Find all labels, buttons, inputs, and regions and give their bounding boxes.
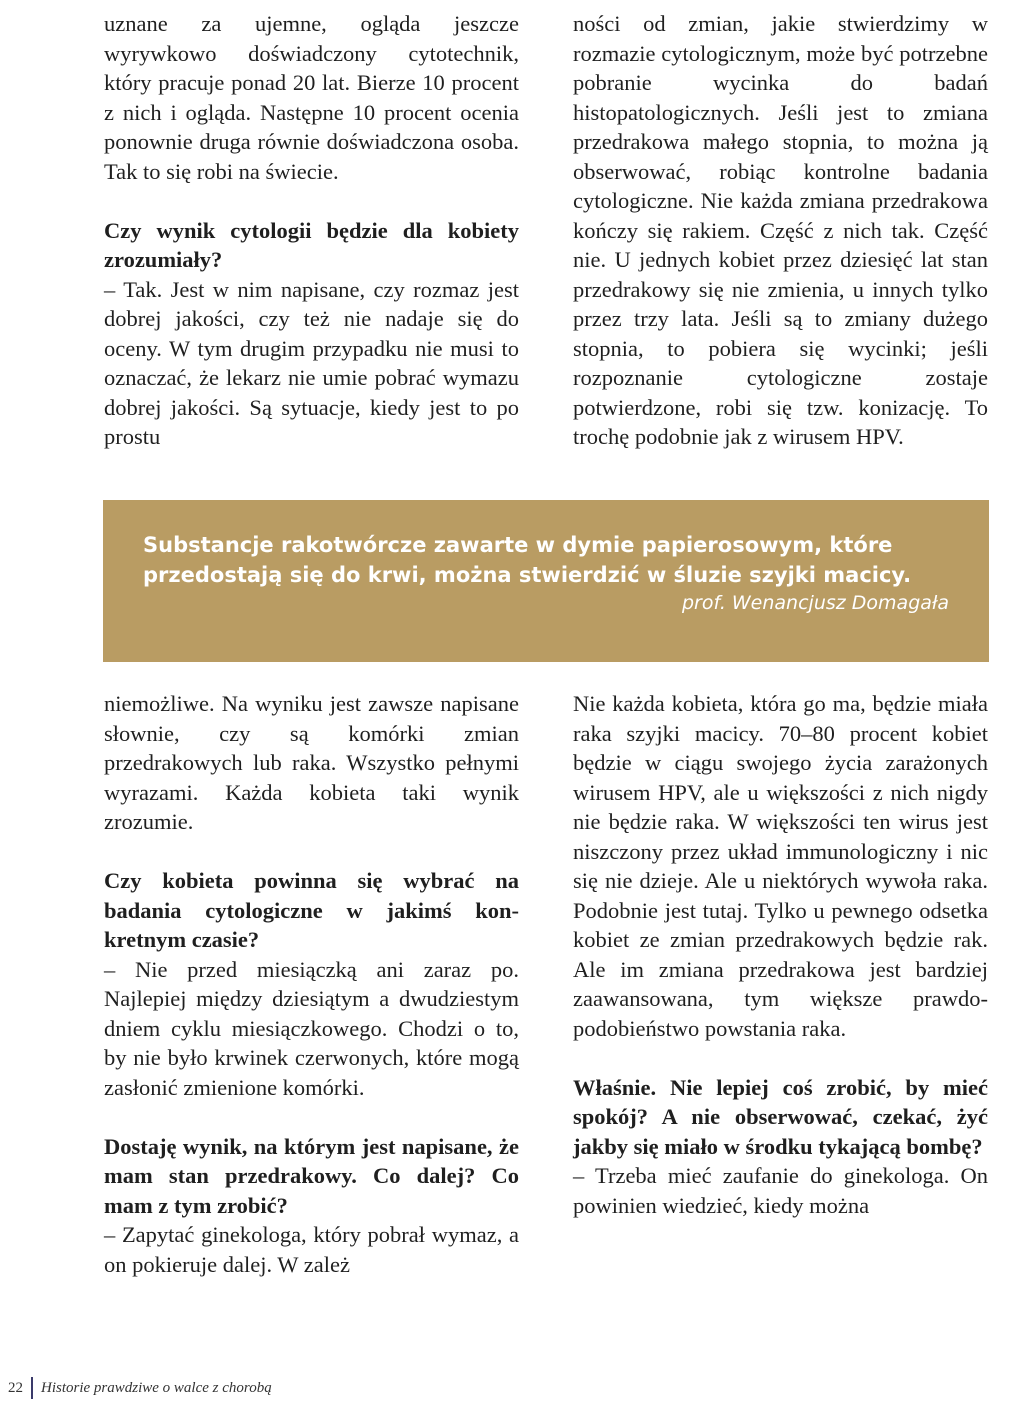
interview-question: Dostaję wynik, na którym jest napisane, że mam stan przedrakowy. Co dalej? Co mam z tym zrobić? <box>104 1133 519 1218</box>
interview-answer: – Zapytać ginekologa, który pobrał wymaz, a on pokieruje dalej. W zależ <box>104 1222 519 1277</box>
interview-question: Czy kobieta powinna się wybrać na badania cytologiczne w jakimś konkretnym czasie? <box>104 868 519 952</box>
paragraph: uznane za ujemne, ogląda jeszcze wyrywkowo doświadczony cytotechnik, który pracuje ponad 20 lat. Bierze 10 procent z nich i ogląda. Następne 10 procent ocenia ponownie druga równie doświadczona osoba. Tak to się robi na świecie. <box>104 11 519 184</box>
interview-question: Właśnie. Nie lepiej coś zrobić, by mieć spokój? A nie obserwować, czekać, żyć jakby się miało w środku tykającą bombę? <box>573 1074 988 1159</box>
footer-divider <box>31 1377 33 1399</box>
column-top-right <box>573 9 988 452</box>
interview-answer: – Trzeba mieć zaufanie do ginekologa. On powinien wiedzieć, kiedy można <box>573 1163 988 1218</box>
column-bottom-left <box>104 689 519 1279</box>
column-top-left <box>104 9 519 452</box>
page-footer <box>8 1377 272 1399</box>
publication-title: Historie prawdziwe o walce z chorobą <box>41 1379 272 1396</box>
paragraph: Nie każda kobieta, która go ma, będzie miała raka szyjki macicy. 70–80 procent kobiet będzie w ciągu swojego życia zarażonych wirusem HPV, ale u większości z nich nigdy nie będzie raka. W większości ten wirus jest niszczony przez układ immunologiczny i nic się nie dzieje. Ale u niektórych wywoła raka. Podobnie jest tutaj. Tylko u pewnego odsetka kobiet ze zmian przedrakowych będzie rak. Ale im zmiana przedrakowa jest bardziej zaawansowana, tym większe prawdopodobieństwo powstania raka. <box>573 691 988 1041</box>
page-number: 22 <box>8 1379 23 1396</box>
pull-quote-box <box>103 500 989 662</box>
pull-quote-text: Substancje rakotwórcze zawarte w dymie papierosowym, które przedostają się do krwi, można stwierdzić w śluzie szyjki macicy. <box>143 533 912 587</box>
interview-question: Czy wynik cytologii będzie dla kobiety zrozumiały? <box>104 217 519 272</box>
pull-quote-author: prof. Wenancjusz Domagała <box>681 592 949 614</box>
paragraph: niemożliwe. Na wyniku jest zawsze napisane słownie, czy są komórki zmian przedrakowych lub raka. Wszystko pełnymi wyrazami. Każda kobieta taki wynik zrozumie. <box>104 691 519 834</box>
interview-answer: – Tak. Jest w nim napisane, czy rozmaz jest dobrej jakości, czy też nie nadaje się do oceny. W tym drugim przypadku nie musi to oznaczać, że lekarz nie umie pobrać wymazu dobrej jakości. Są sytuacje, kiedy jest to po prostu <box>104 276 519 449</box>
column-bottom-right <box>573 689 988 1220</box>
interview-answer: – Nie przed miesiączką ani zaraz po. Najlepiej między dziesiątym a dwudziestym dniem cyklu miesiączkowego. Chodzi o to, by nie było krwinek czerwonych, które mogą zasłonić zmienione komórki. <box>104 956 519 1100</box>
paragraph: ności od zmian, jakie stwierdzimy w rozmazie cytologicznym, może być potrzebne pobranie wycinka do badań histopatologicznych. Jeśli jest to zmiana przedrakowa małego stopnia, to można ją obserwować, robiąc kontrolne badania cytologiczne. Nie każda zmiana przedrakowa kończy się rakiem. Część z nich tak. Część nie. U jednych kobiet przez dziesięć lat stan przedrakowy się nie zmienia, u innych tylko przez trzy lata. Jeśli są to zmiany dużego stopnia, to pobiera się wycinki; jeśli rozpoznanie cytologiczne zostaje potwierdzone, robi się tzw. konizację. To trochę podobnie jak z wirusem HPV. <box>573 11 988 449</box>
